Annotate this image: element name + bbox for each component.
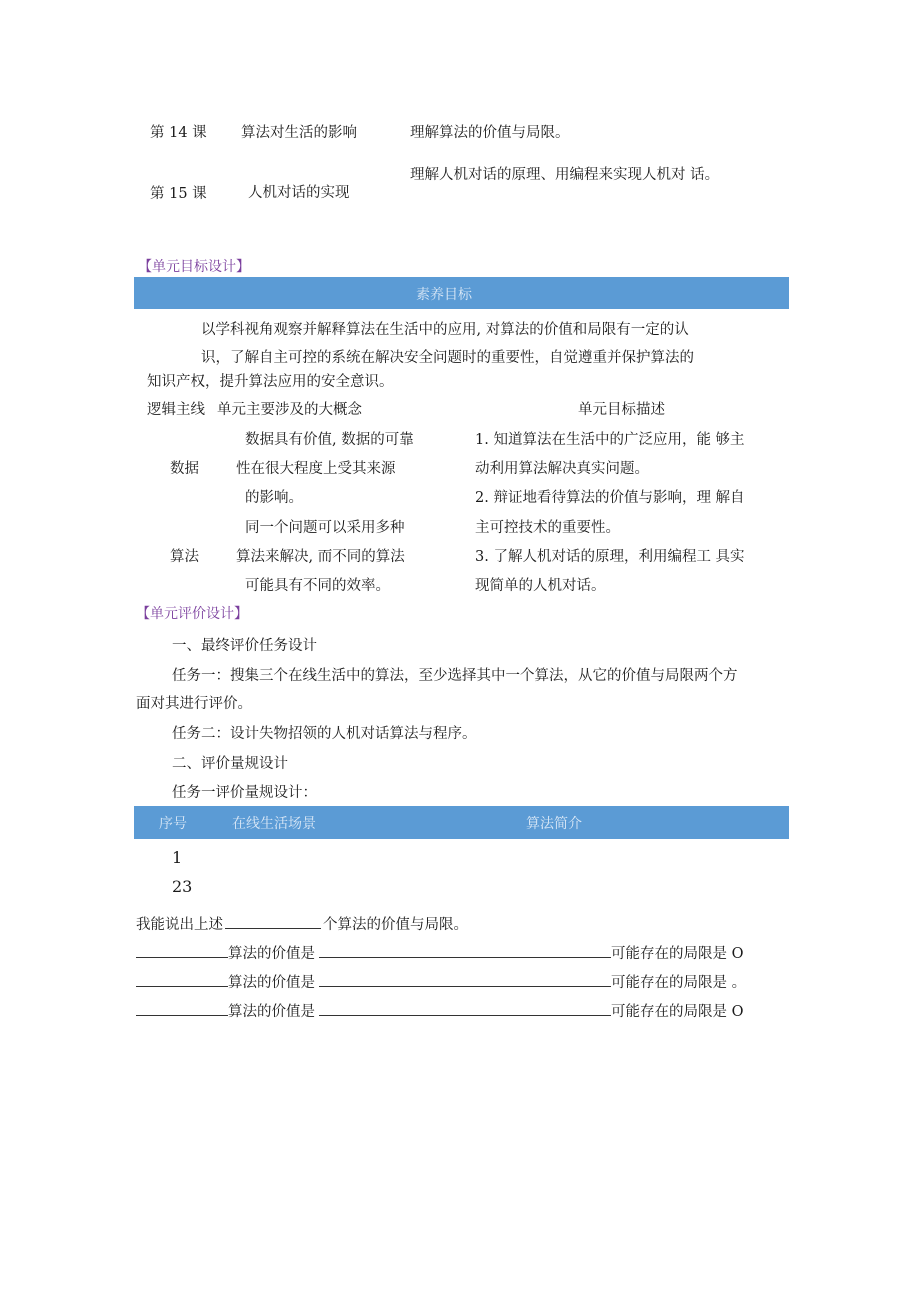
- value-label: 算法的价值是: [228, 975, 315, 991]
- limit-label: 可能存在的局限是 O: [611, 946, 744, 962]
- lesson-14-goal: 理解算法的价值与局限。: [410, 125, 570, 141]
- unit-eval-heading: 【单元评价设计】: [136, 606, 248, 622]
- description-line-1: 1. 知道算法在生活中的广泛应用，能 够主: [475, 432, 745, 448]
- header-scene: 在线生活场景: [232, 816, 316, 832]
- task-one-line-1: 任务一：搜集三个在线生活中的算法，至少选择其中一个算法，从它的价值与局限两个方: [172, 668, 738, 684]
- lesson-14-title: 算法对生活的影响: [241, 125, 357, 141]
- column-logic-header: 逻辑主线: [147, 402, 205, 418]
- concept-data-line-1: 数据具有价值, 数据的可靠: [245, 432, 414, 448]
- can-say-line: [136, 913, 468, 934]
- algorithm-name-blank[interactable]: [136, 942, 228, 958]
- row-number-1: 1: [172, 848, 183, 867]
- concept-data-line-2: 性在很大程度上受其来源: [236, 461, 396, 477]
- task-one-line-2: 面对其进行评价。: [136, 696, 252, 712]
- description-line-3: 2. 辩证地看待算法的价值与影响，理 解自: [475, 490, 745, 506]
- description-line-6: 现简单的人机对话。: [475, 578, 606, 594]
- can-say-suffix: 个算法的价值与局限。: [323, 917, 468, 933]
- rubric-subheading: 二、评价量规设计: [172, 756, 288, 772]
- lesson-15-title: 人机对话的实现: [248, 185, 350, 201]
- rubric-table-header: [134, 806, 789, 839]
- column-concept-header: 单元主要涉及的大概念: [217, 402, 362, 418]
- logic-algorithm: 算法: [170, 549, 199, 565]
- column-description-header: 单元目标描述: [578, 402, 665, 418]
- description-line-5: 3. 了解人机对话的原理，利用编程工 具实: [475, 549, 745, 565]
- unit-goal-heading: 【单元目标设计】: [138, 259, 250, 275]
- value-blank[interactable]: [319, 942, 611, 958]
- algorithm-name-blank[interactable]: [136, 971, 228, 987]
- count-blank[interactable]: [225, 913, 321, 929]
- algorithm-name-blank[interactable]: [136, 1000, 228, 1016]
- lesson-15-goal: 理解人机对话的原理、用编程来实现人机对 话。: [410, 167, 720, 183]
- goal-paragraph-line-3: 知识产权，提升算法应用的安全意识。: [147, 374, 394, 390]
- literacy-goal-bar: [134, 277, 789, 309]
- value-blank[interactable]: [319, 1000, 611, 1016]
- concept-algorithm-line-2: 算法来解决, 而不同的算法: [236, 549, 405, 565]
- value-blank[interactable]: [319, 971, 611, 987]
- limit-label: 可能存在的局限是 。: [611, 975, 747, 991]
- value-label: 算法的价值是: [228, 1004, 315, 1020]
- description-line-2: 动利用算法解决真实问题。: [475, 461, 649, 477]
- goal-paragraph-line-2: 识，了解自主可控的系统在解决安全问题时的重要性，自觉遵重并保护算法的: [201, 350, 694, 366]
- lesson-14-number: 第 14 课: [150, 125, 207, 141]
- rubric-title: 任务一评价量规设计：: [172, 785, 317, 801]
- lesson-15-number: 第 15 课: [150, 186, 207, 202]
- task-two: 任务二：设计失物招领的人机对话算法与程序。: [172, 726, 477, 742]
- description-line-4: 主可控技术的重要性。: [475, 520, 620, 536]
- concept-algorithm-line-1: 同一个问题可以采用多种: [245, 520, 405, 536]
- concept-algorithm-line-3: 可能具有不同的效率。: [245, 578, 390, 594]
- literacy-goal-bar-label: 素养目标: [416, 287, 472, 303]
- value-label: 算法的价值是: [228, 946, 315, 962]
- goal-paragraph-line-1: 以学科视角观察并解释算法在生活中的应用, 对算法的价值和局限有一定的认: [201, 322, 689, 338]
- final-task-subheading: 一、最终评价任务设计: [172, 638, 317, 654]
- header-index: 序号: [159, 816, 187, 832]
- value-limit-row-1: [136, 942, 744, 963]
- row-number-23: 23: [172, 877, 193, 896]
- concept-data-line-3: 的影响。: [245, 490, 303, 506]
- header-algorithm-intro: 算法简介: [526, 816, 582, 832]
- value-limit-row-3: [136, 1000, 744, 1021]
- can-say-prefix: 我能说出上述: [136, 917, 223, 933]
- value-limit-row-2: [136, 971, 746, 992]
- logic-data: 数据: [170, 461, 199, 477]
- limit-label: 可能存在的局限是 O: [611, 1004, 744, 1020]
